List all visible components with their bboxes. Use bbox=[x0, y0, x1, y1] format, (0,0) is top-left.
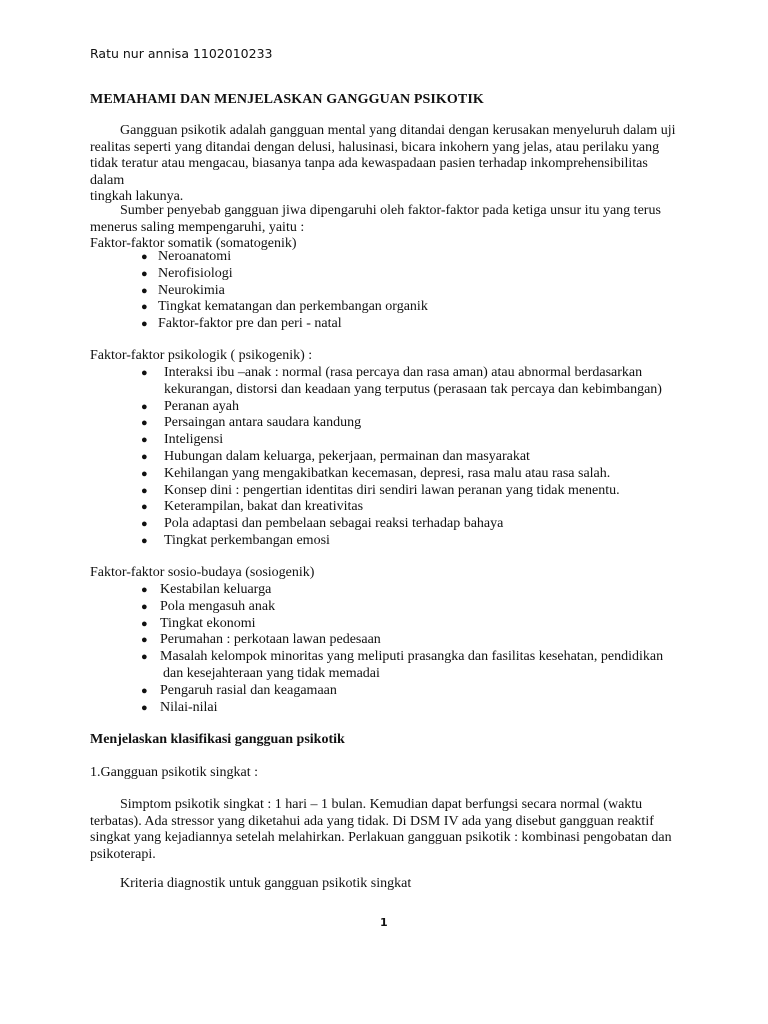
list-item: ● Inteligensi bbox=[141, 432, 224, 448]
bullet-icon: ● bbox=[141, 367, 148, 379]
list-item: ● Nilai-nilai bbox=[141, 699, 218, 715]
bullet-icon: ● bbox=[141, 584, 148, 596]
bullet-icon: ● bbox=[141, 267, 148, 280]
list-item: ● Neroanatomi bbox=[141, 249, 232, 264]
bullet-icon: ● bbox=[141, 634, 148, 647]
bullet-icon: ● bbox=[141, 417, 148, 430]
source-line: menerus saling mempengaruhi, yaitu : bbox=[90, 219, 305, 235]
list-item: ● Kestabilan keluarga bbox=[141, 582, 272, 597]
bullet-icon: ● bbox=[141, 301, 148, 314]
list-item: ● Peranan ayah bbox=[141, 398, 240, 414]
list-item: ● Persaingan antara saudara kandung bbox=[141, 415, 362, 431]
intro-line: tingkah lakunya. bbox=[90, 189, 184, 204]
source-paragraph bbox=[90, 203, 682, 253]
source-line: Sumber penyebab gangguan jiwa dipengaruhi oleh faktor-faktor pada ketiga unsur itu yang terus bbox=[120, 203, 661, 218]
bullet-icon: ● bbox=[141, 251, 148, 263]
list-item: ● Tingkat kematangan dan perkembangan organik bbox=[141, 299, 428, 315]
list-item: ● Keterampilan, bakat dan kreativitas bbox=[141, 499, 364, 515]
bullet-icon: ● bbox=[141, 484, 148, 497]
bullet-icon: ● bbox=[141, 501, 148, 514]
klasifikasi-heading: Menjelaskan klasifikasi gangguan psikotik bbox=[90, 732, 345, 747]
list-item: ● Tingkat perkembangan emosi bbox=[141, 532, 330, 548]
simptom-line: psikoterapi. bbox=[90, 846, 156, 862]
list-item: ● Interaksi ibu –anak : normal (rasa percaya dan rasa aman) atau abnormal berdasarkan kekurangan, distorsi dan keadaan yang terputus (perasaan tak percaya dan kebimbangan) bbox=[141, 365, 662, 397]
list-item: ● Pola mengasuh anak bbox=[141, 598, 276, 614]
bullet-icon: ● bbox=[141, 400, 148, 413]
psikologik-list bbox=[141, 365, 662, 550]
simptom-line: terbatas). Ada stressor yang diketahui ada yang tidak. Di DSM IV ada yang disebut gangguan reaktif bbox=[90, 813, 654, 829]
bullet-icon: ● bbox=[141, 434, 148, 447]
bullet-icon: ● bbox=[141, 684, 148, 697]
bullet-icon: ● bbox=[141, 600, 148, 613]
bullet-icon: ● bbox=[141, 617, 148, 630]
simptom-paragraph bbox=[90, 797, 682, 863]
bullet-icon: ● bbox=[141, 467, 148, 480]
somatik-list bbox=[141, 249, 428, 333]
somatik-heading: Faktor-faktor somatik (somatogenik) bbox=[90, 236, 297, 251]
list-item: ● Tingkat ekonomi bbox=[141, 615, 256, 631]
psikologik-heading: Faktor-faktor psikologik ( psikogenik) : bbox=[90, 348, 313, 363]
list-item: ● Pola adaptasi dan pembelaan sebagai reaksi terhadap bahaya bbox=[141, 516, 504, 532]
list-item: ● Kehilangan yang mengakibatkan kecemasan, depresi, rasa malu atau rasa salah. bbox=[141, 465, 611, 481]
document-title: MEMAHAMI DAN MENJELASKAN GANGGUAN PSIKOTIK bbox=[90, 92, 484, 107]
intro-paragraph bbox=[90, 123, 682, 206]
list-item: ● Perumahan : perkotaan lawan pedesaan bbox=[141, 632, 381, 648]
simptom-line: singkat yang kejadiannya setelah melahirkan. Perlakuan gangguan psikotik : kombinasi pengobatan dan bbox=[90, 830, 672, 845]
list-item: ● Konsep dini : pengertian identitas diri sendiri lawan peranan yang tidak menentu. bbox=[141, 482, 620, 498]
intro-line: Gangguan psikotik adalah gangguan mental yang ditandai dengan kerusakan menyeluruh dalam uji bbox=[120, 123, 676, 138]
bullet-icon: ● bbox=[141, 651, 148, 664]
intro-line: tidak teratur atau mengacau, biasanya tanpa ada kewaspadaan pasien terhadap inkomprehensibilitas dalam bbox=[90, 156, 648, 188]
list-item: ● Hubungan dalam keluarga, pekerjaan, permainan dan masyarakat bbox=[141, 448, 530, 464]
list-item: ● Pengaruh rasial dan keagamaan bbox=[141, 682, 337, 698]
intro-line: realitas seperti yang ditandai dengan delusi, halusinasi, bicara inkohern yang jelas, atau perilaku yang bbox=[90, 139, 660, 155]
simptom-line: Simptom psikotik singkat : 1 hari – 1 bulan. Kemudian dapat berfungsi secara normal (waktu bbox=[120, 797, 643, 812]
section1-heading: 1.Gangguan psikotik singkat : bbox=[90, 765, 258, 780]
author-header: Ratu nur annisa 1102010233 bbox=[90, 46, 273, 61]
list-item: ● Nerofisiologi bbox=[141, 265, 233, 281]
bullet-icon: ● bbox=[141, 701, 148, 714]
bullet-icon: ● bbox=[141, 284, 148, 297]
bullet-icon: ● bbox=[141, 450, 148, 463]
bullet-icon: ● bbox=[141, 318, 148, 331]
list-item: ● Faktor-faktor pre dan peri - natal bbox=[141, 316, 342, 332]
list-item: ● Masalah kelompok minoritas yang meliputi prasangka dan fasilitas kesehatan, pendidikan dan kesejahteraan yang tidak memadai bbox=[141, 649, 664, 681]
kriteria-line: Kriteria diagnostik untuk gangguan psikotik singkat bbox=[120, 876, 412, 891]
page-number: 1 bbox=[380, 916, 388, 929]
bullet-icon: ● bbox=[141, 534, 148, 547]
bullet-icon: ● bbox=[141, 518, 148, 531]
sosiobudaya-list bbox=[141, 582, 664, 716]
sosiobudaya-heading: Faktor-faktor sosio-budaya (sosiogenik) bbox=[90, 565, 315, 580]
list-item: ● Neurokimia bbox=[141, 282, 225, 298]
